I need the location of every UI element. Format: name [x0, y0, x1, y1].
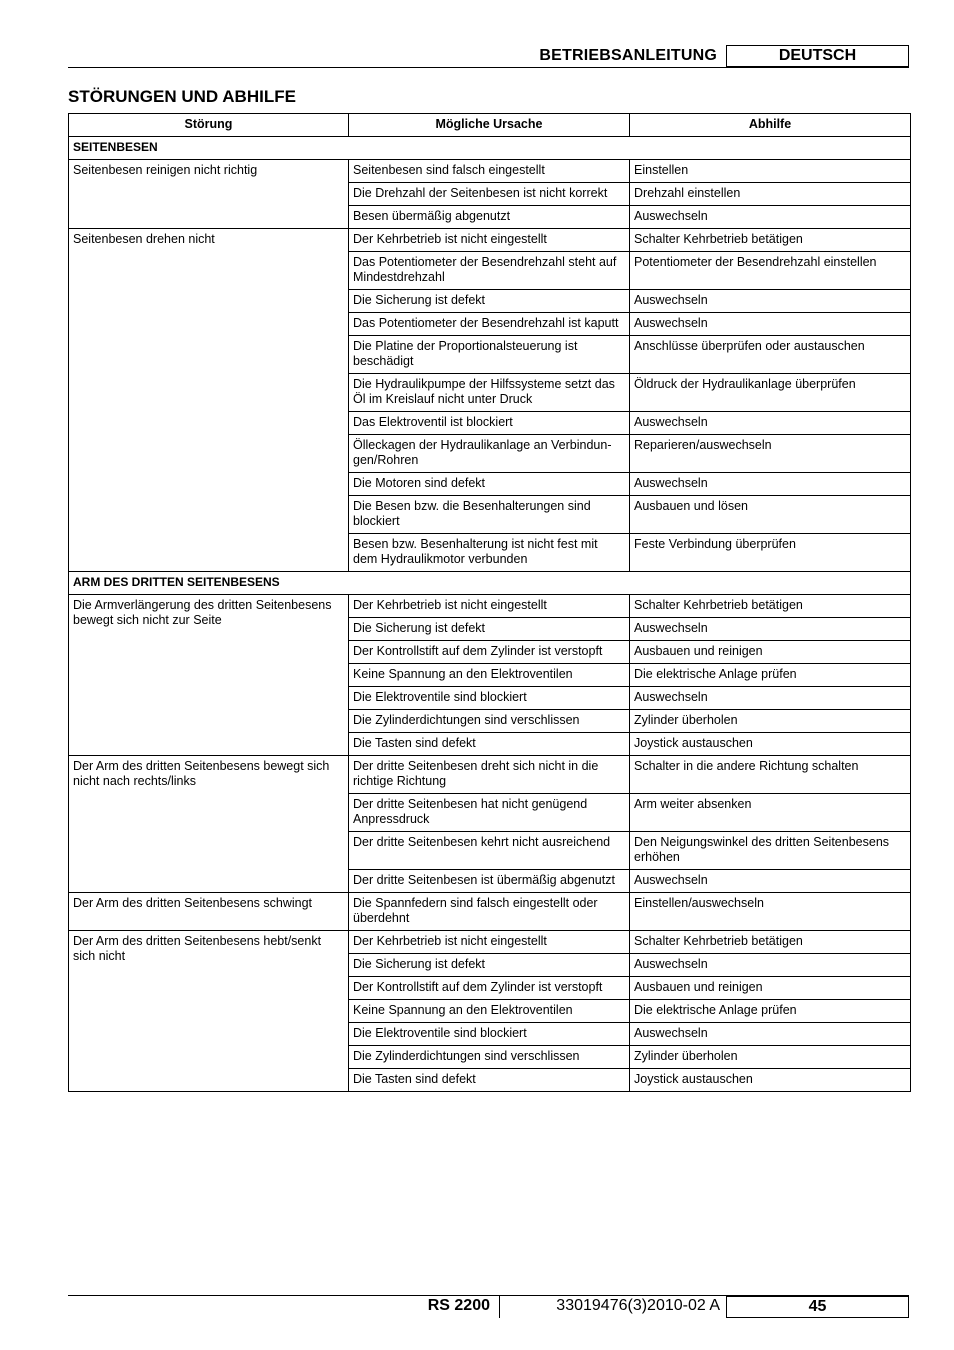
cause-cell: Die Besen bzw. die Besenhalterungen sind blockiert	[349, 496, 630, 534]
remedy-cell: Drehzahl einstellen	[630, 183, 911, 206]
cause-cell: Seitenbesen sind falsch eingestellt	[349, 160, 630, 183]
remedy-cell: Auswechseln	[630, 870, 911, 893]
cause-cell: Ölleckagen der Hydraulikanlage an Verbindun-gen/Rohren	[349, 435, 630, 473]
remedy-cell: Auswechseln	[630, 473, 911, 496]
cause-cell: Die Drehzahl der Seitenbesen ist nicht korrekt	[349, 183, 630, 206]
table-row	[69, 756, 911, 794]
fault-cell: Die Armverlängerung des dritten Seitenbesens bewegt sich nicht zur Seite	[69, 595, 349, 756]
fault-cell: Der Arm des dritten Seitenbesens hebt/senkt sich nicht	[69, 931, 349, 1092]
cause-cell: Keine Spannung an den Elektroventilen	[349, 664, 630, 687]
cause-cell: Die Elektroventile sind blockiert	[349, 687, 630, 710]
remedy-cell: Arm weiter absenken	[630, 794, 911, 832]
remedy-cell: Feste Verbindung überprüfen	[630, 534, 911, 572]
remedy-cell: Auswechseln	[630, 1023, 911, 1046]
model-name: RS 2200	[427, 1297, 490, 1314]
remedy-cell: Ausbauen und reinigen	[630, 641, 911, 664]
cause-cell: Die Motoren sind defekt	[349, 473, 630, 496]
table-row	[69, 160, 911, 183]
column-header-fault: Störung	[69, 114, 349, 137]
cause-cell: Der Kehrbetrieb ist nicht eingestellt	[349, 931, 630, 954]
cause-cell: Der Kontrollstift auf dem Zylinder ist verstopft	[349, 977, 630, 1000]
table-row	[69, 893, 911, 931]
remedy-cell: Ausbauen und lösen	[630, 496, 911, 534]
group-row	[69, 137, 911, 160]
cause-cell: Der Kehrbetrieb ist nicht eingestellt	[349, 229, 630, 252]
cause-cell: Die Elektroventile sind blockiert	[349, 1023, 630, 1046]
cause-cell: Keine Spannung an den Elektroventilen	[349, 1000, 630, 1023]
remedy-cell: Auswechseln	[630, 687, 911, 710]
remedy-cell: Schalter Kehrbetrieb betätigen	[630, 931, 911, 954]
document-number: 33019476(3)2010-02 A	[556, 1297, 720, 1314]
remedy-cell: Joystick austauschen	[630, 733, 911, 756]
remedy-cell: Auswechseln	[630, 618, 911, 641]
group-title: SEITENBESEN	[69, 137, 911, 160]
cause-cell: Die Sicherung ist defekt	[349, 290, 630, 313]
remedy-cell: Potentiometer der Besendrehzahl einstellen	[630, 252, 911, 290]
remedy-cell: Den Neigungswinkel des dritten Seitenbesens erhöhen	[630, 832, 911, 870]
remedy-cell: Auswechseln	[630, 313, 911, 336]
troubleshooting-table	[68, 113, 911, 1092]
table-body	[69, 137, 911, 1092]
cause-cell: Der Kontrollstift auf dem Zylinder ist verstopft	[349, 641, 630, 664]
cause-cell: Die Sicherung ist defekt	[349, 954, 630, 977]
remedy-cell: Einstellen	[630, 160, 911, 183]
cause-cell: Der Kehrbetrieb ist nicht eingestellt	[349, 595, 630, 618]
cause-cell: Die Sicherung ist defekt	[349, 618, 630, 641]
remedy-cell: Reparieren/auswechseln	[630, 435, 911, 473]
remedy-cell: Auswechseln	[630, 290, 911, 313]
fault-cell: Der Arm des dritten Seitenbesens schwingt	[69, 893, 349, 931]
cause-cell: Der dritte Seitenbesen ist übermäßig abgenutzt	[349, 870, 630, 893]
fault-cell: Der Arm des dritten Seitenbesens bewegt sich nicht nach rechts/links	[69, 756, 349, 893]
remedy-cell: Zylinder überholen	[630, 710, 911, 733]
cause-cell: Die Zylinderdichtungen sind verschlissen	[349, 710, 630, 733]
remedy-cell: Öldruck der Hydraulikanlage überprüfen	[630, 374, 911, 412]
cause-cell: Das Elektroventil ist blockiert	[349, 412, 630, 435]
remedy-cell: Joystick austauschen	[630, 1069, 911, 1092]
page-number: 45	[726, 1296, 909, 1318]
remedy-cell: Auswechseln	[630, 206, 911, 229]
cause-cell: Die Tasten sind defekt	[349, 1069, 630, 1092]
cause-cell: Die Spannfedern sind falsch eingestellt oder überdehnt	[349, 893, 630, 931]
remedy-cell: Schalter in die andere Richtung schalten	[630, 756, 911, 794]
remedy-cell: Anschlüsse überprüfen oder austauschen	[630, 336, 911, 374]
remedy-cell: Einstellen/auswechseln	[630, 893, 911, 931]
cause-cell: Die Tasten sind defekt	[349, 733, 630, 756]
table-header-row	[69, 114, 911, 137]
section-title: STÖRUNGEN UND ABHILFE	[68, 87, 296, 106]
cause-cell: Der dritte Seitenbesen hat nicht genügend Anpressdruck	[349, 794, 630, 832]
remedy-cell: Ausbauen und reinigen	[630, 977, 911, 1000]
cause-cell: Die Zylinderdichtungen sind verschlissen	[349, 1046, 630, 1069]
column-header-cause: Mögliche Ursache	[349, 114, 630, 137]
remedy-cell: Auswechseln	[630, 954, 911, 977]
cause-cell: Der dritte Seitenbesen dreht sich nicht in die richtige Richtung	[349, 756, 630, 794]
manual-title: BETRIEBSANLEITUNG	[539, 47, 717, 64]
table-row	[69, 931, 911, 954]
group-row	[69, 572, 911, 595]
fault-cell: Seitenbesen drehen nicht	[69, 229, 349, 572]
remedy-cell: Auswechseln	[630, 412, 911, 435]
cause-cell: Die Platine der Proportionalsteuerung ist beschädigt	[349, 336, 630, 374]
remedy-cell: Die elektrische Anlage prüfen	[630, 1000, 911, 1023]
header-rule	[68, 67, 909, 68]
remedy-cell: Schalter Kehrbetrieb betätigen	[630, 229, 911, 252]
cause-cell: Besen übermäßig abgenutzt	[349, 206, 630, 229]
language-label: DEUTSCH	[726, 45, 909, 67]
group-title: ARM DES DRITTEN SEITENBESENS	[69, 572, 911, 595]
table-row	[69, 229, 911, 252]
table-row	[69, 595, 911, 618]
remedy-cell: Die elektrische Anlage prüfen	[630, 664, 911, 687]
footer-divider	[499, 1296, 500, 1318]
cause-cell: Die Hydraulikpumpe der Hilfssysteme setzt das Öl im Kreislauf nicht unter Druck	[349, 374, 630, 412]
column-header-remedy: Abhilfe	[630, 114, 911, 137]
cause-cell: Das Potentiometer der Besendrehzahl steht auf Mindestdrehzahl	[349, 252, 630, 290]
cause-cell: Das Potentiometer der Besendrehzahl ist kaputt	[349, 313, 630, 336]
remedy-cell: Zylinder überholen	[630, 1046, 911, 1069]
remedy-cell: Schalter Kehrbetrieb betätigen	[630, 595, 911, 618]
cause-cell: Der dritte Seitenbesen kehrt nicht ausreichend	[349, 832, 630, 870]
fault-cell: Seitenbesen reinigen nicht richtig	[69, 160, 349, 229]
cause-cell: Besen bzw. Besenhalterung ist nicht fest mit dem Hydraulikmotor verbunden	[349, 534, 630, 572]
